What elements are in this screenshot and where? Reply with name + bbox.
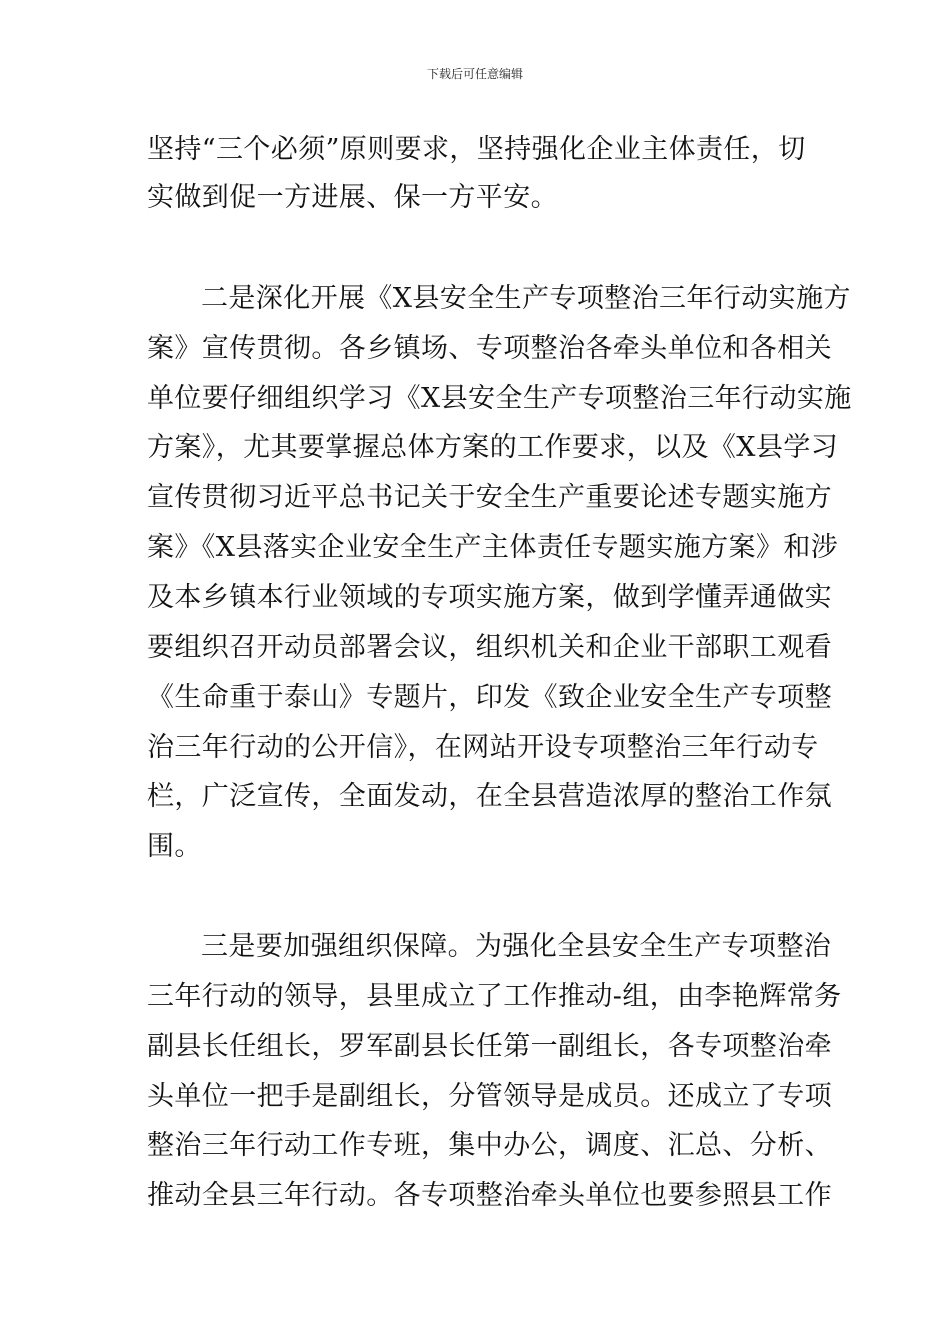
paragraph-3-line-4: 头单位一把手是副组长，分管领导是成员。还成立了专项 bbox=[147, 1081, 832, 1112]
paragraph-2-line-12: 围。 bbox=[147, 831, 202, 862]
paragraph-2-line-11: 栏，广泛宣传，全面发动，在全县营造浓厚的整治工作氛 bbox=[147, 781, 832, 812]
paragraph-2-line-5: 宣传贯彻习近平总书记关于安全生产重要论述专题实施方 bbox=[147, 482, 832, 513]
paragraph-3-line-6: 推动全县三年行动。各专项整治牵头单位也要参照县工作 bbox=[147, 1180, 832, 1211]
paragraph-2-line-10: 治三年行动的公开信》，在网站开设专项整治三年行动专 bbox=[147, 732, 819, 763]
paragraph-3-line-2: 三年行动的领导，县里成立了工作推动-组，由李艳辉常务 bbox=[147, 981, 842, 1012]
page-header: 下载后可任意编辑 bbox=[426, 67, 523, 81]
paragraph-2-line-3: 单位要仔细组织学习《X县安全生产专项整治三年行动实施 bbox=[147, 383, 852, 414]
paragraph-2-line-9: 《生命重于泰山》专题片，印发《致企业安全生产专项整 bbox=[147, 682, 832, 713]
paragraph-2-line-2: 案》宣传贯彻。各乡镇场、专项整治各牵头单位和各相关 bbox=[147, 333, 832, 364]
paragraph-2-line-4: 方案》，尤其要掌握总体方案的工作要求，以及《X县学习 bbox=[147, 432, 839, 463]
paragraph-2-line-1: 二是深化开展《X县安全生产专项整治三年行动实施方 bbox=[201, 283, 851, 314]
paragraph-2-line-6: 案》《X县落实企业安全生产主体责任专题实施方案》和涉 bbox=[147, 532, 839, 563]
paragraph-1-line-1: 坚持“三个必须”原则要求，坚持强化企业主体责任，切 bbox=[147, 134, 806, 165]
paragraph-1-line-2: 实做到促一方进展、保一方平安。 bbox=[147, 182, 558, 213]
paragraph-2-line-7: 及本乡镇本行业领域的专项实施方案，做到学懂弄通做实 bbox=[147, 582, 832, 613]
paragraph-3-line-3: 副县长任组长，罗军副县长任第一副组长，各专项整治牵 bbox=[147, 1031, 832, 1062]
paragraph-2-line-8: 要组织召开动员部署会议，组织机关和企业干部职工观看 bbox=[147, 632, 832, 663]
paragraph-3-line-1: 三是要加强组织保障。为强化全县安全生产专项整治 bbox=[201, 931, 832, 962]
paragraph-3-line-5: 整治三年行动工作专班，集中办公，调度、汇总、分析、 bbox=[147, 1130, 832, 1161]
